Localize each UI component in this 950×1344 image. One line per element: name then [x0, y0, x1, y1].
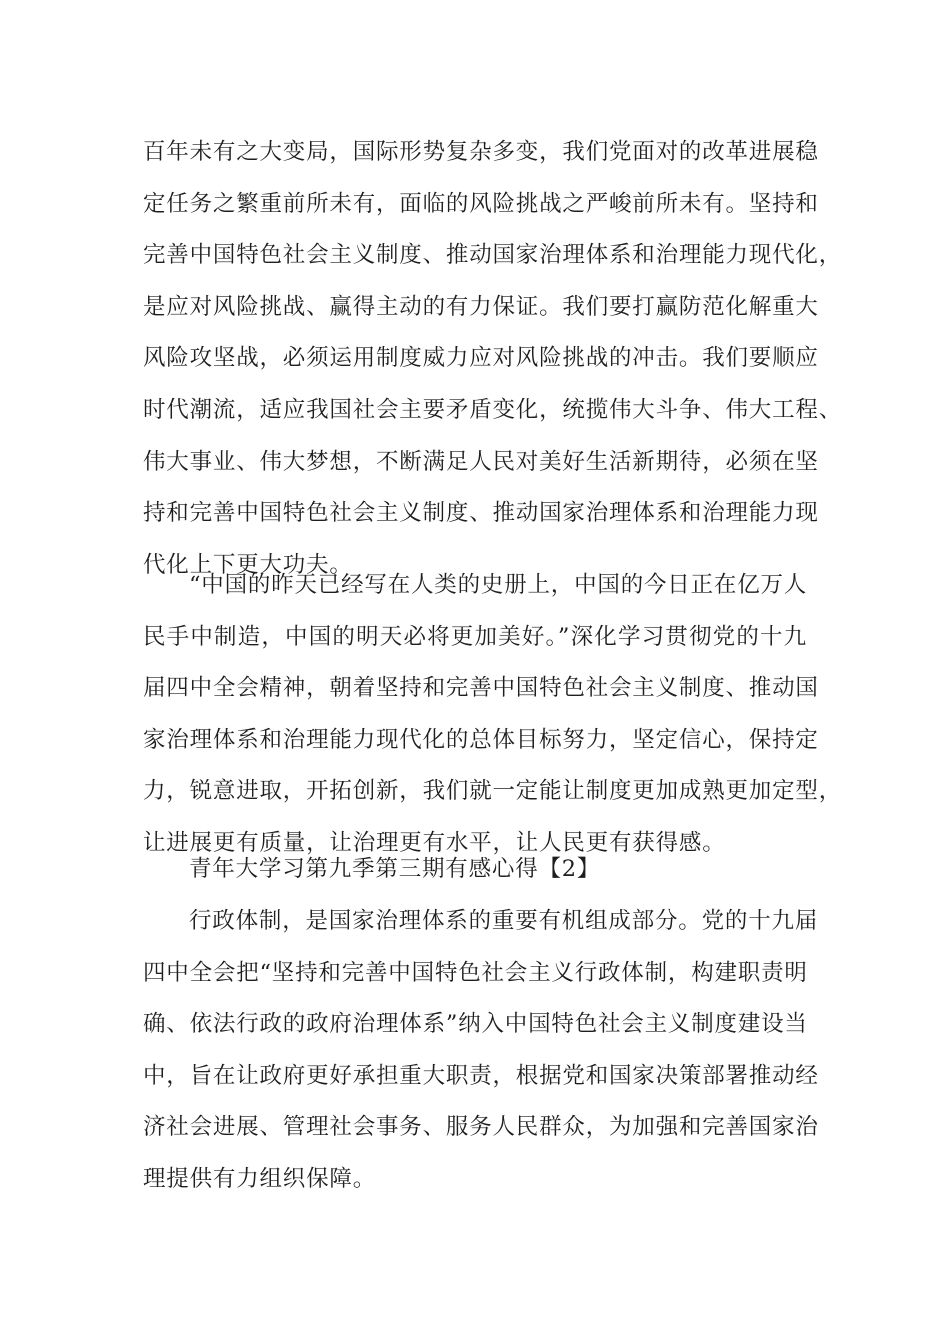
- paragraph-line: 让进展更有质量，让治理更有水平，让人民更有获得感。: [143, 829, 726, 856]
- paragraph-line: 代化上下更大功夫。: [143, 551, 353, 578]
- paragraph-line: 中，旨在让政府更好承担重大职责，根据党和国家决策部署推动经: [143, 1062, 819, 1089]
- paragraph-line: 四中全会把“坚持和完善中国特色社会主义行政体制，构建职责明: [143, 959, 808, 986]
- paragraph-line: 民手中制造，中国的明天必将更加美好。”深化学习贯彻党的十九: [143, 623, 807, 650]
- paragraph-line: 风险攻坚战，必须运用制度威力应对风险挑战的冲击。我们要顺应: [143, 345, 819, 372]
- section-heading: 青年大学习第九季第三期有感心得【2】: [189, 856, 601, 882]
- paragraph-line: 确、依法行政的政府治理体系”纳入中国特色社会主义制度建设当: [143, 1011, 808, 1038]
- paragraph-line: 定任务之繁重前所未有，面临的风险挑战之严峻前所未有。坚持和: [143, 190, 819, 217]
- paragraph-line: 百年未有之大变局，国际形势复杂多变，我们党面对的改革进展稳: [143, 139, 819, 165]
- paragraph-line: 力，锐意进取，开拓创新，我们就一定能让制度更加成熟更加定型，: [143, 778, 843, 805]
- paragraph-line: “中国的昨天已经写在人类的史册上，中国的今日正在亿万人: [189, 572, 808, 598]
- paragraph-1: [143, 127, 843, 591]
- paragraph-2: [143, 560, 843, 870]
- paragraph-line: 持和完善中国特色社会主义制度、推动国家治理体系和治理能力现: [143, 500, 819, 527]
- paragraph-line: 济社会进展、管理社会事务、服务人民群众，为加强和完善国家治: [143, 1114, 819, 1141]
- paragraph-line: 理提供有力组织保障。: [143, 1165, 377, 1192]
- paragraph-line: 是应对风险挑战、赢得主动的有力保证。我们要打赢防范化解重大: [143, 293, 819, 320]
- paragraph-line: 届四中全会精神，朝着坚持和完善中国特色社会主义制度、推动国: [143, 675, 819, 702]
- paragraph-line: 完善中国特色社会主义制度、推动国家治理体系和治理能力现代化，: [143, 242, 843, 269]
- section-heading-block: [143, 844, 807, 896]
- paragraph-3: [143, 896, 819, 1206]
- paragraph-line: 行政体制，是国家治理体系的重要有机组成部分。党的十九届: [189, 908, 819, 934]
- paragraph-line: 家治理体系和治理能力现代化的总体目标努力，坚定信心，保持定: [143, 726, 819, 753]
- paragraph-line: 伟大事业、伟大梦想，不断满足人民对美好生活新期待，必须在坚: [143, 448, 819, 475]
- paragraph-line: 时代潮流，适应我国社会主要矛盾变化，统揽伟大斗争、伟大工程、: [143, 396, 843, 423]
